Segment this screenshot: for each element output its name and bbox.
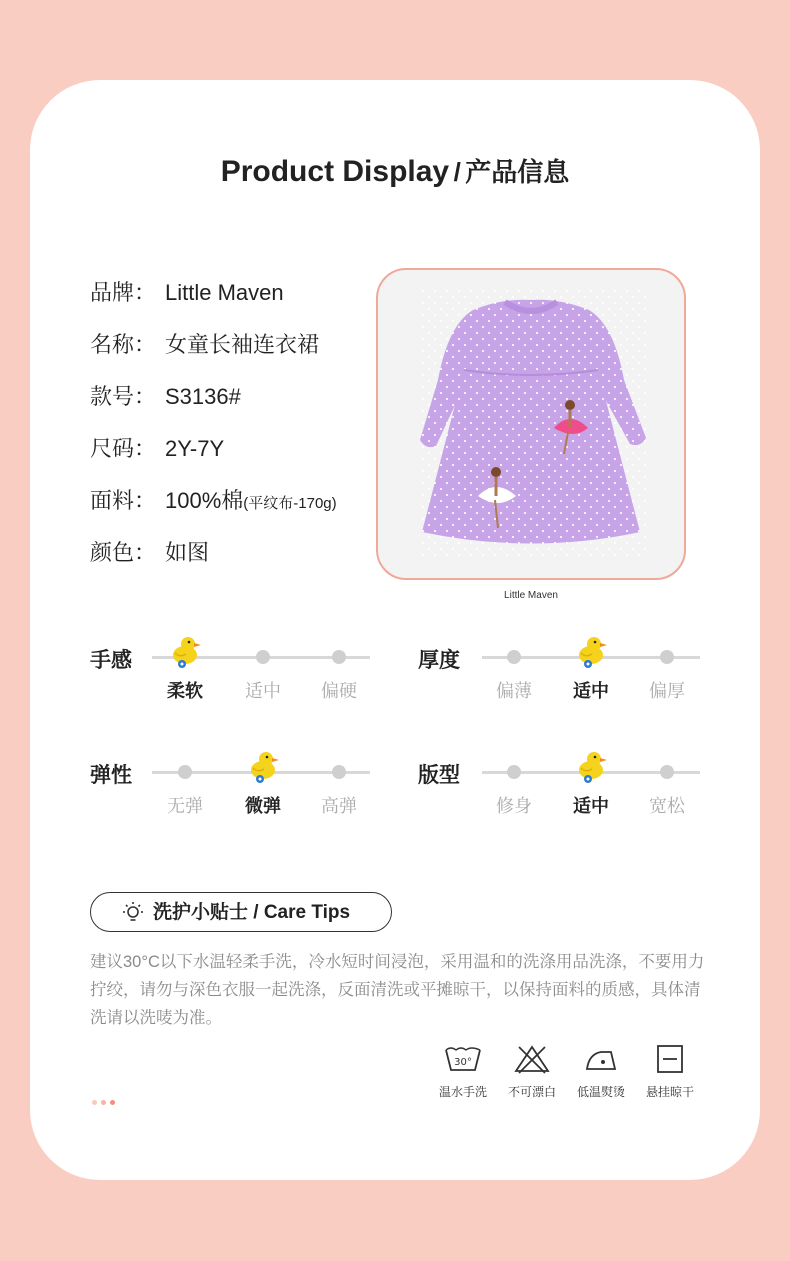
info-label: 名称： <box>90 332 157 357</box>
info-note: (平纹布-170g) <box>243 495 337 512</box>
info-row-brand <box>90 276 284 307</box>
duck-marker-icon <box>168 633 202 669</box>
rating-dot <box>332 765 346 779</box>
care-icon-label: 悬挂晾干 <box>645 1085 694 1099</box>
lightbulb-icon <box>121 901 145 925</box>
rating-option: 高弹 <box>321 796 357 816</box>
low-iron-icon <box>566 1044 636 1100</box>
info-label: 面料： <box>90 488 157 513</box>
rating-option: 适中 <box>573 796 609 816</box>
page-dot <box>92 1100 97 1105</box>
info-row-size <box>90 432 224 463</box>
info-row-color <box>90 536 209 567</box>
title-en: Product Display <box>220 155 450 188</box>
duck-marker-icon <box>574 748 608 784</box>
info-value: Little Maven <box>165 280 284 305</box>
page-indicator <box>92 1092 119 1110</box>
info-value: 2Y-7Y <box>165 436 225 461</box>
info-value: 女童长袖连衣裙 <box>165 332 320 357</box>
photo-caption: Little Maven <box>504 590 558 601</box>
info-row-style-no <box>90 380 241 411</box>
rating-label: 版型 <box>418 764 460 787</box>
rating-option: 适中 <box>573 681 609 701</box>
hang-dry-icon <box>635 1044 705 1100</box>
info-value: 100%棉 <box>165 488 244 513</box>
care-icon-label: 不可漂白 <box>507 1085 556 1099</box>
rating-option: 宽松 <box>649 796 685 816</box>
info-value: S3136# <box>165 384 241 409</box>
product-photo <box>376 268 686 580</box>
dress-illustration <box>378 270 684 578</box>
rating-dot <box>507 765 521 779</box>
wash-temp: 30° <box>454 1057 472 1068</box>
info-row-fabric <box>90 484 337 515</box>
title-separator: / <box>453 157 461 187</box>
rating-dot <box>660 765 674 779</box>
info-label: 品牌： <box>90 280 157 305</box>
rating-option: 微弹 <box>245 796 281 816</box>
info-row-name <box>90 328 319 359</box>
rating-dot <box>256 650 270 664</box>
rating-dot <box>332 650 346 664</box>
rating-label: 厚度 <box>418 649 460 672</box>
rating-label: 弹性 <box>90 764 132 787</box>
care-tips-badge <box>90 892 392 932</box>
rating-option: 偏薄 <box>496 681 532 701</box>
wash-30-icon <box>428 1044 498 1100</box>
rating-label: 手感 <box>90 649 132 672</box>
info-label: 颜色： <box>90 540 157 565</box>
rating-option: 修身 <box>496 796 532 816</box>
rating-dot <box>660 650 674 664</box>
rating-option: 柔软 <box>167 681 203 701</box>
care-icon-label: 低温熨烫 <box>576 1085 625 1099</box>
care-instructions: 建议30°C以下水温轻柔手洗，冷水短时间浸泡，采用温和的洗涤用品洗涤，不要用力拧绞，请勿与深色衣服一起洗涤，反面清洗或平摊晾干，以保持面料的质感，具体清洗请以洗唛为准。 <box>90 953 705 1027</box>
info-label: 尺码： <box>90 436 157 461</box>
rating-dot <box>507 650 521 664</box>
info-label: 款号： <box>90 384 157 409</box>
page-title <box>0 152 790 189</box>
rating-option: 无弹 <box>167 796 203 816</box>
no-bleach-icon <box>497 1044 567 1100</box>
duck-marker-icon <box>574 633 608 669</box>
rating-option: 偏厚 <box>649 681 685 701</box>
care-icon-label: 温水手洗 <box>438 1085 487 1099</box>
duck-marker-icon <box>246 748 280 784</box>
title-cn: 产品信息 <box>465 157 570 187</box>
rating-dot <box>178 765 192 779</box>
info-value: 如图 <box>165 540 210 565</box>
rating-option: 偏硬 <box>321 681 357 701</box>
page-dot-active <box>110 1100 115 1105</box>
rating-option: 适中 <box>245 681 281 701</box>
care-tips-title: 洗护小贴士 / Care Tips <box>153 902 351 923</box>
page-dot <box>101 1100 106 1105</box>
